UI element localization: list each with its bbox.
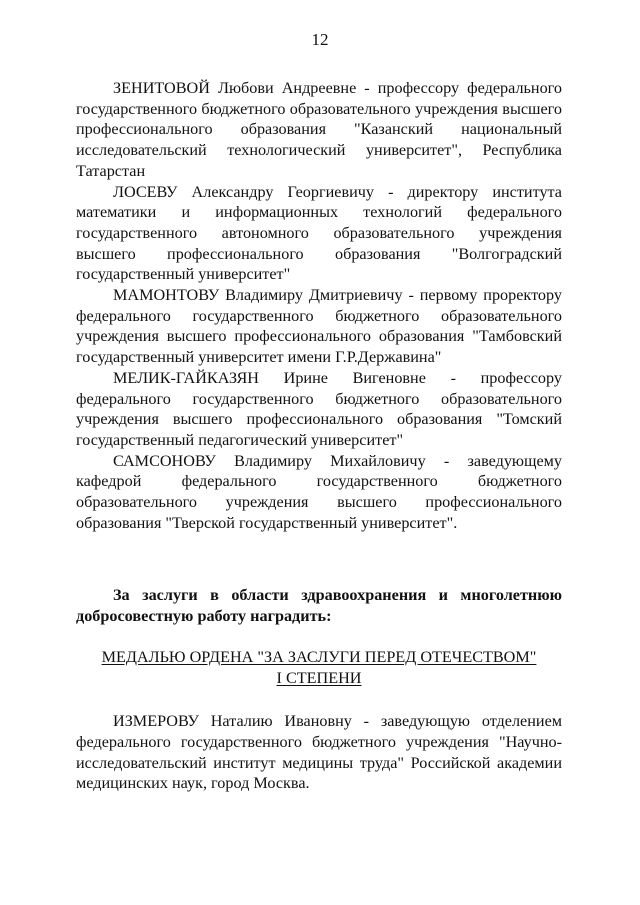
award-paragraph-mamontov: МАМОНТОВУ Владимиру Дмитриевичу - первому проректору федерального государственного бюджетного образовательного учреждения высшего профессионального образования "Тамбовский государственный университет имени Г.Р.Державина" (76, 286, 562, 367)
award-paragraph-samsonov: САМСОНОВУ Владимиру Михайловичу - заведующему кафедрой федерального государственного бюджетного образовательного учреждения высшего профессионального образования "Тверской государственный университет". (76, 451, 562, 532)
spacer (76, 627, 562, 647)
award-title (76, 647, 562, 688)
award-paragraph-izmerova: ИЗМЕРОВУ Наталию Ивановну - заведующую отделением федерального государственного бюджетного учреждения "Научно-исследовательский институт медицины труда" Российской академии медицинских наук, город Москва. (76, 712, 562, 793)
award-paragraph-losev: ЛОСЕВУ Александру Георгиевичу - директору института математики и информационных технологий федерального государственного автономного образовательного учреждения высшего профессионального образования "Волгоградский государственный университет" (76, 182, 562, 284)
spacer (76, 533, 562, 585)
spacer (76, 688, 562, 711)
award-paragraph-melik-gaikazyan: МЕЛИК-ГАЙКАЗЯН Ирине Вигеновне - профессору федерального государственного бюджетного образовательного учреждения высшего профессионального образования "Томский государственный педагогический университет" (76, 368, 562, 449)
section-heading: За заслуги в области здравоохранения и многолетнюю добросовестную работу наградить: (76, 586, 562, 626)
award-title-line-2: I СТЕПЕНИ (276, 668, 362, 687)
award-paragraph-zenitova: ЗЕНИТОВОЙ Любови Андреевне - профессору федерального государственного бюджетного образовательного учреждения высшего профессионального образования "Казанский национальный исследовательский технологический университет", Республика Татарстан (76, 79, 562, 180)
page-number: 12 (311, 30, 329, 49)
award-title-line-1: МЕДАЛЬЮ ОРДЕНА "ЗА ЗАСЛУГИ ПЕРЕД ОТЕЧЕСТВОМ" (101, 647, 537, 666)
document-body (76, 78, 562, 794)
